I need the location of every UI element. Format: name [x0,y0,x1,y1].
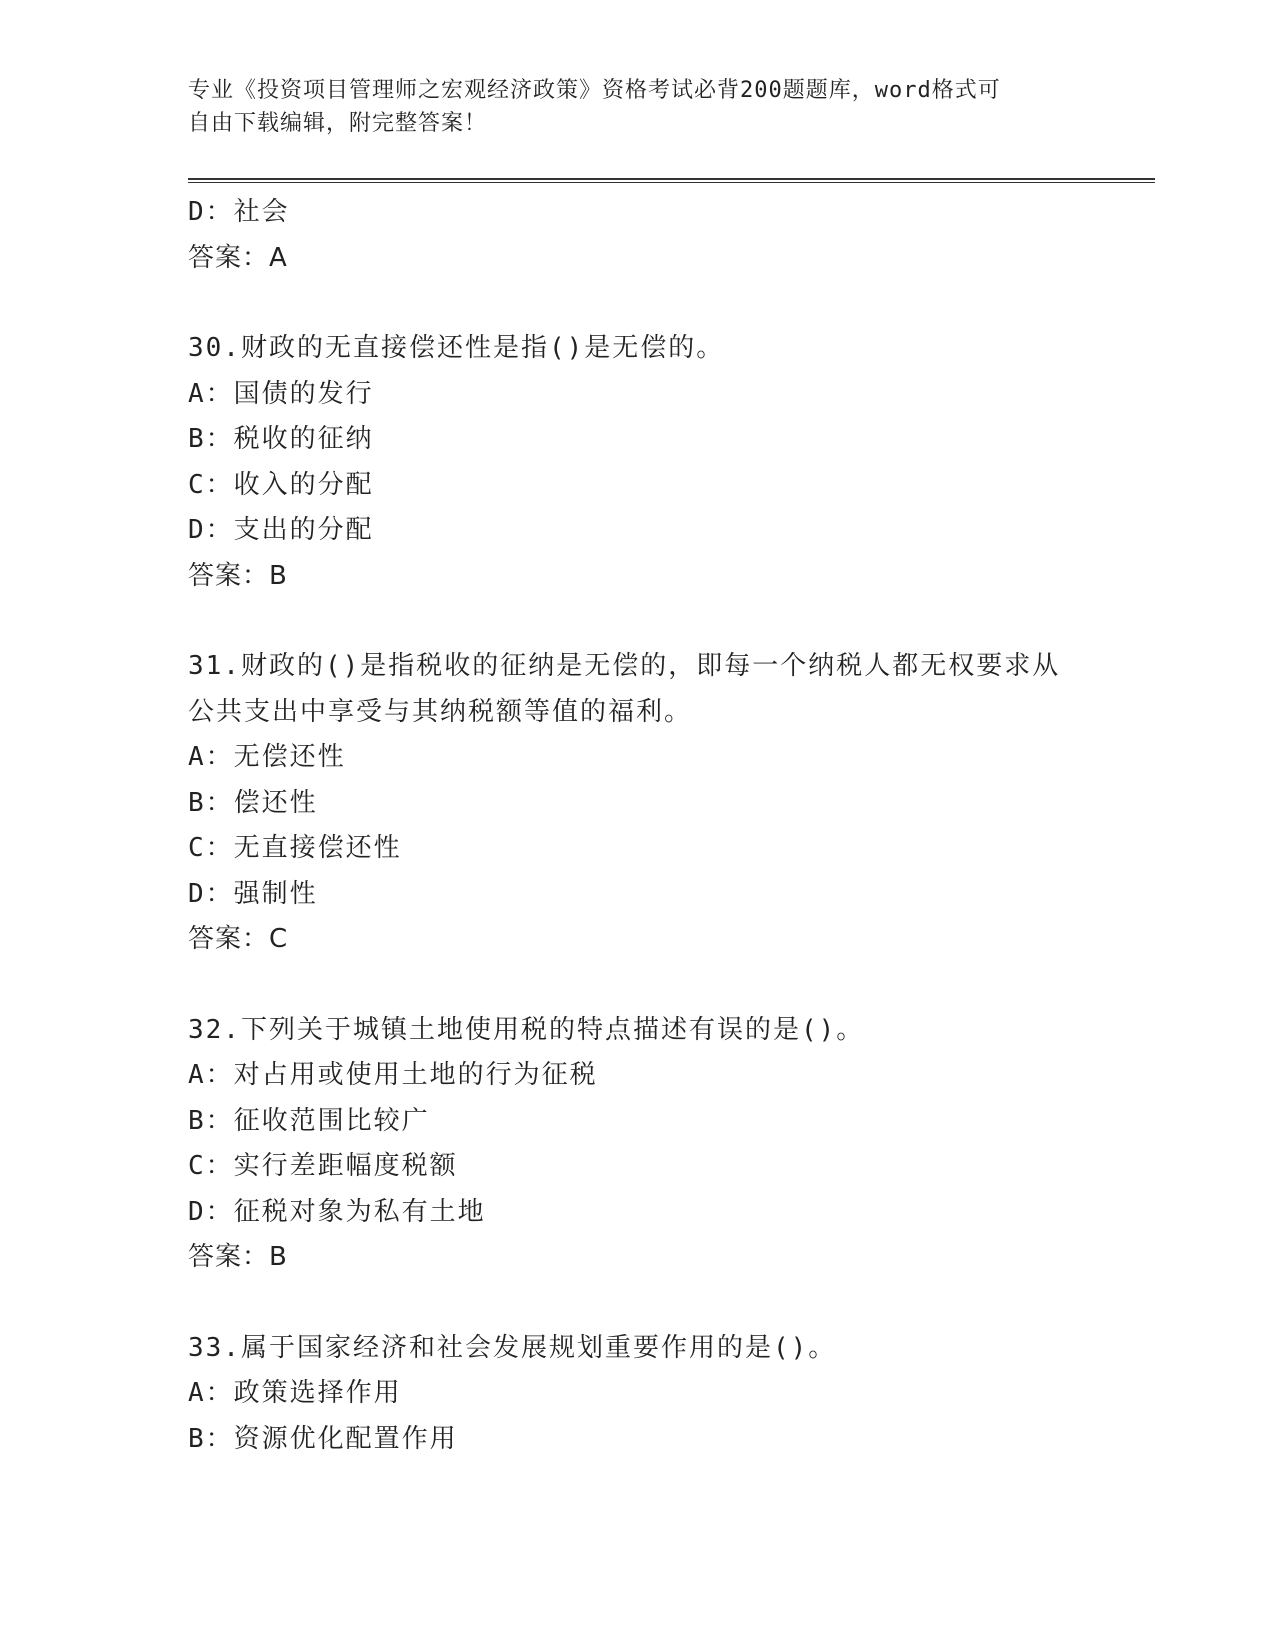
option-b: B：税收的征纳 [188,424,374,454]
option-b: B：偿还性 [188,787,318,818]
option-a: A：对占用或使用土地的行为征税 [188,1060,598,1090]
option-b: B：资源优化配置作用 [188,1423,458,1454]
option-c: C：实行差距幅度税额 [188,1151,458,1181]
question-stem-cont: 公共支出中享受与其纳税额等值的福利。 [188,696,693,727]
question-stem: 32.下列关于城镇土地使用税的特点描述有误的是()。 [188,1014,865,1045]
header-line-1: 专业《投资项目管理师之宏观经济政策》资格考试必背200题题库，word格式可 [188,78,1001,103]
question-item [188,644,1088,963]
header-rule [188,178,1155,183]
question-stem: 33.属于国家经济和社会发展规划重要作用的是()。 [188,1332,837,1363]
spacer [188,1281,1088,1326]
option-b: B：征收范围比较广 [188,1105,430,1136]
question-item [188,326,1088,599]
option-d: D：支出的分配 [188,515,374,545]
option-d: D：征税对象为私有土地 [188,1196,486,1227]
header-line-2: 自由下载编辑，附完整答案！ [188,111,488,136]
question-item [188,1008,1088,1281]
question-stem: 31.财政的()是指税收的征纳是无偿的，即每一个纳税人都无权要求从 [188,651,1061,681]
page-header [188,74,1088,140]
option-c: C：无直接偿还性 [188,833,402,863]
question-item [188,1326,1088,1463]
prev-option-d: D：社会 [188,197,290,227]
option-d: D：强制性 [188,878,318,909]
question-stem: 30.财政的无直接偿还性是指()是无偿的。 [188,333,725,363]
question-list [188,190,1088,1462]
prev-answer: 答案：A [188,242,288,273]
option-a: A：国债的发行 [188,378,374,409]
spacer [188,963,1088,1008]
answer: 答案：B [188,1242,288,1272]
answer: 答案：C [188,924,289,954]
option-a: A：政策选择作用 [188,1378,402,1408]
spacer [188,599,1088,644]
spacer [188,281,1088,326]
option-a: A：无偿还性 [188,742,346,772]
option-c: C：收入的分配 [188,469,374,500]
answer: 答案：B [188,560,288,591]
